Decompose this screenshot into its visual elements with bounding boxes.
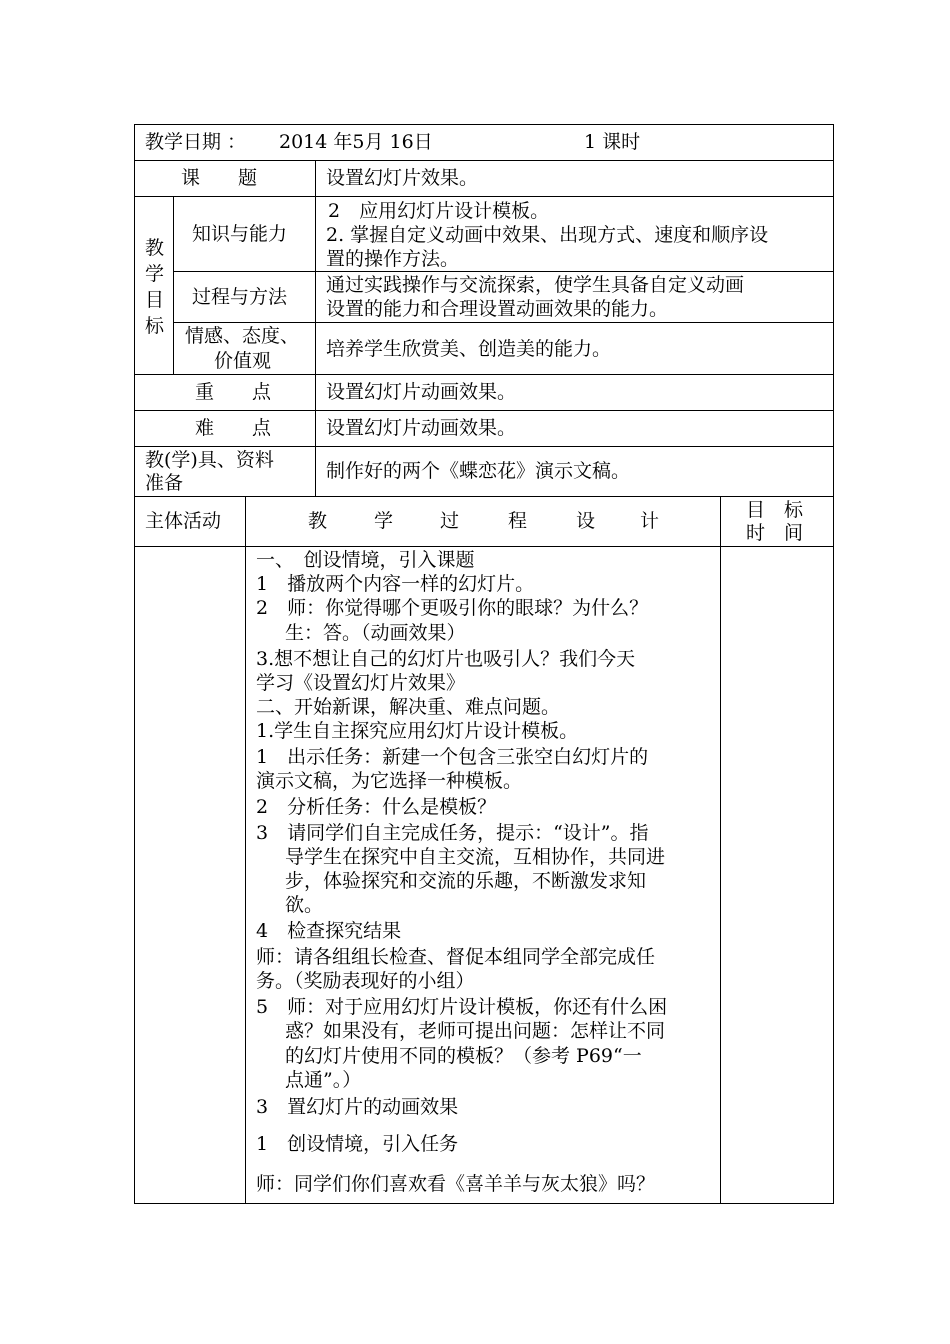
goals-column-divider bbox=[173, 196, 174, 374]
row-divider bbox=[134, 410, 834, 411]
process-line: 欲。 bbox=[266, 894, 324, 916]
goals-label-char: 教 bbox=[145, 237, 165, 259]
materials-label: 准备 bbox=[145, 472, 184, 494]
process-col-header-char: 学 bbox=[374, 510, 394, 532]
process-col-header-char: 教 bbox=[308, 510, 328, 532]
materials-value: 制作好的两个《蝶恋花》演示文稿。 bbox=[326, 460, 631, 482]
process-line: 1 出示任务：新建一个包含三张空白幻灯片的 bbox=[256, 746, 649, 768]
row-divider bbox=[134, 446, 834, 447]
label-column-divider bbox=[315, 160, 316, 496]
process-line: 师：请各组组长检查、督促本组同学全部完成任 bbox=[256, 946, 656, 968]
table-border-top bbox=[134, 124, 834, 125]
date-label: 教学日期 ： bbox=[145, 131, 247, 153]
process-label: 过程与方法 bbox=[192, 286, 288, 308]
topic-label: 课 题 bbox=[181, 167, 258, 189]
process-line: 3 请同学们自主完成任务，提示：“设计”。指 bbox=[256, 822, 649, 844]
time-col-header: 时 间 bbox=[746, 522, 804, 544]
row-divider bbox=[134, 196, 834, 197]
process-line: 演示文稿，为它选择一种模板。 bbox=[256, 770, 523, 792]
process-line: 4 检查探究结果 bbox=[256, 920, 402, 942]
process-line: 惑？如果没有，老师可提出问题：怎样让不同 bbox=[266, 1020, 666, 1042]
table-border-right bbox=[833, 124, 834, 1204]
activity-col-header: 主体活动 bbox=[145, 510, 222, 532]
process-line: 3 置幻灯片的动画效果 bbox=[256, 1096, 459, 1118]
process-line: 1.学生自主探究应用幻灯片设计模板。 bbox=[256, 720, 579, 742]
process-line: 步，体验探究和交流的乐趣，不断激发求知 bbox=[266, 870, 647, 892]
process-line: 1 创设情境，引入任务 bbox=[256, 1133, 459, 1155]
process-line: 2 师：你觉得哪个更吸引你的眼球？为什么？ bbox=[256, 597, 649, 619]
knowledge-line: 置的操作方法。 bbox=[326, 248, 460, 270]
process-line: 3.想不想让自己的幻灯片也吸引人？我们今天 bbox=[256, 648, 636, 670]
knowledge-label: 知识与能力 bbox=[192, 223, 288, 245]
key-point-value: 设置幻灯片动画效果。 bbox=[326, 381, 517, 403]
process-line: 学习《设置幻灯片效果》 bbox=[256, 672, 466, 694]
process-line: 生：答。（动画效果） bbox=[266, 622, 466, 644]
process-line: 2 分析任务：什么是模板？ bbox=[256, 796, 497, 818]
row-divider bbox=[134, 374, 834, 375]
process-line: 务。（奖励表现好的小组） bbox=[256, 970, 475, 992]
knowledge-line: 2. 掌握自定义动画中效果、出现方式、速度和顺序设 bbox=[326, 224, 769, 246]
process-col-header-char: 设 bbox=[576, 510, 596, 532]
target-col-header: 目 标 bbox=[746, 499, 804, 521]
row-divider bbox=[134, 160, 834, 161]
emotion-value: 培养学生欣赏美、创造美的能力。 bbox=[326, 338, 612, 360]
process-line: 师：同学们你们喜欢看《喜羊羊与灰太狼》吗？ bbox=[256, 1173, 656, 1195]
goals-label-char: 标 bbox=[145, 315, 165, 337]
emotion-label: 价值观 bbox=[214, 350, 272, 372]
process-line: 通过实践操作与交流探索，使学生具备自定义动画 bbox=[326, 274, 745, 296]
process-col-header-char: 程 bbox=[508, 510, 528, 532]
date-value: 2014 年5月 16日 bbox=[279, 131, 433, 153]
process-line: 设置的能力和合理设置动画效果的能力。 bbox=[326, 298, 669, 320]
key-point-label: 重 点 bbox=[195, 381, 272, 403]
period-count: 1 课时 bbox=[584, 131, 641, 153]
row-divider bbox=[134, 496, 834, 497]
goals-label-char: 学 bbox=[145, 263, 165, 285]
goals-label-char: 目 bbox=[145, 289, 165, 311]
table-border-bottom bbox=[134, 1203, 834, 1204]
row-divider bbox=[134, 546, 834, 547]
table-border-left bbox=[134, 124, 135, 1204]
process-line: 的幻灯片使用不同的模板？（参考 P69“一 bbox=[266, 1045, 642, 1067]
topic-value: 设置幻灯片效果。 bbox=[326, 167, 479, 189]
process-line: 二、开始新课，解决重、难点问题。 bbox=[256, 696, 561, 718]
emotion-label: 情感、态度、 bbox=[185, 325, 300, 347]
knowledge-line: 2 应用幻灯片设计模板。 bbox=[328, 200, 550, 222]
activity-column-divider bbox=[245, 496, 246, 1204]
process-col-header-char: 计 bbox=[640, 510, 660, 532]
process-line: 1 播放两个内容一样的幻灯片。 bbox=[256, 573, 535, 595]
materials-label: 教(学)具、资料 bbox=[145, 449, 274, 471]
difficult-point-value: 设置幻灯片动画效果。 bbox=[326, 417, 517, 439]
target-column-divider bbox=[720, 496, 721, 1204]
row-divider bbox=[173, 322, 834, 323]
row-divider bbox=[173, 271, 834, 272]
process-line: 导学生在探究中自主交流，互相协作，共同进 bbox=[266, 846, 666, 868]
process-line: 点通”。） bbox=[266, 1069, 362, 1091]
process-line: 5 师：对于应用幻灯片设计模板，你还有什么困 bbox=[256, 996, 668, 1018]
difficult-point-label: 难 点 bbox=[195, 417, 272, 439]
process-line: 一、 创设情境，引入课题 bbox=[256, 549, 475, 571]
process-col-header-char: 过 bbox=[440, 510, 460, 532]
